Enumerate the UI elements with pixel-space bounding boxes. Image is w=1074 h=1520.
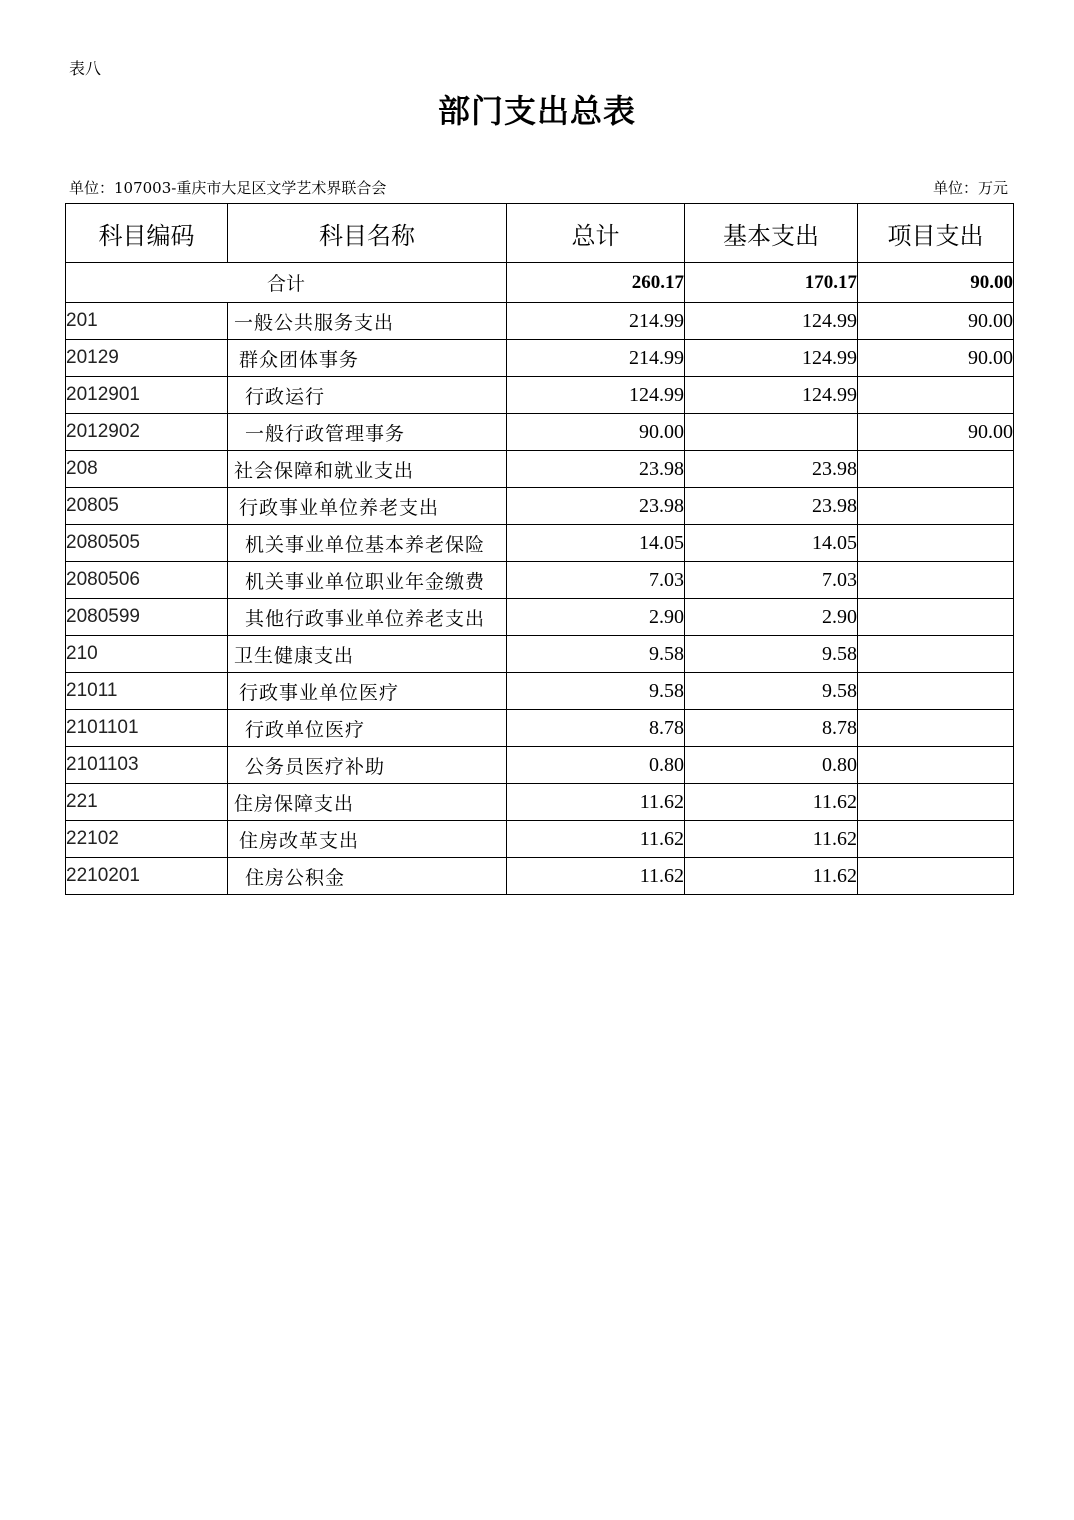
code-cell: 2012902: [66, 414, 228, 451]
name-cell: 公务员医疗补助: [228, 747, 507, 784]
page-title: 部门支出总表: [437, 92, 636, 130]
code-cell: 210: [66, 636, 228, 673]
code-cell: 208: [66, 451, 228, 488]
code-cell: 221: [66, 784, 228, 821]
table-row: [66, 488, 1014, 525]
total-label: 合计: [66, 263, 507, 303]
total-cell: 8.78: [507, 710, 685, 747]
code-cell: 20129: [66, 340, 228, 377]
currency-unit: 单位：万元: [932, 179, 1008, 197]
total-cell: 90.00: [507, 414, 685, 451]
basic-cell: 8.78: [685, 710, 858, 747]
table-number: 表八: [69, 59, 102, 78]
code-cell: 2080506: [66, 562, 228, 599]
total-cell: 214.99: [507, 340, 685, 377]
table-row: [66, 340, 1014, 377]
name-cell: 住房公积金: [228, 858, 507, 895]
basic-cell: 124.99: [685, 340, 858, 377]
total-sum: 260.17: [507, 263, 685, 303]
project-cell: [858, 599, 1014, 636]
name-cell: 住房改革支出: [228, 821, 507, 858]
project-cell: [858, 784, 1014, 821]
code-cell: 2080599: [66, 599, 228, 636]
project-cell: [858, 747, 1014, 784]
name-cell: 住房保障支出: [228, 784, 507, 821]
table-row: [66, 710, 1014, 747]
total-cell: 124.99: [507, 377, 685, 414]
table-row: [66, 673, 1014, 710]
basic-cell: 11.62: [685, 784, 858, 821]
table-row: [66, 821, 1014, 858]
basic-cell: 11.62: [685, 858, 858, 895]
table-row: [66, 636, 1014, 673]
organization-unit: 单位：107003-重庆市大足区文学艺术界联合会: [69, 179, 387, 197]
name-cell: 一般公共服务支出: [228, 303, 507, 340]
total-row: [66, 263, 1014, 303]
column-header-code: 科目编码: [66, 204, 228, 263]
code-cell: 201: [66, 303, 228, 340]
expenditure-table: [65, 203, 1014, 895]
project-cell: [858, 377, 1014, 414]
basic-cell: 9.58: [685, 673, 858, 710]
name-cell: 机关事业单位基本养老保险: [228, 525, 507, 562]
table-row: [66, 784, 1014, 821]
name-cell: 行政运行: [228, 377, 507, 414]
basic-cell: 11.62: [685, 821, 858, 858]
name-cell: 社会保障和就业支出: [228, 451, 507, 488]
table-row: [66, 303, 1014, 340]
total-basic: 170.17: [685, 263, 858, 303]
project-cell: [858, 673, 1014, 710]
table-row: [66, 377, 1014, 414]
total-cell: 0.80: [507, 747, 685, 784]
table-row: [66, 414, 1014, 451]
name-cell: 其他行政事业单位养老支出: [228, 599, 507, 636]
column-header-total: 总计: [507, 204, 685, 263]
name-cell: 一般行政管理事务: [228, 414, 507, 451]
name-cell: 群众团体事务: [228, 340, 507, 377]
basic-cell: 124.99: [685, 303, 858, 340]
code-cell: 2012901: [66, 377, 228, 414]
project-cell: 90.00: [858, 303, 1014, 340]
total-cell: 7.03: [507, 562, 685, 599]
table-row: [66, 858, 1014, 895]
total-cell: 2.90: [507, 599, 685, 636]
project-cell: [858, 451, 1014, 488]
total-cell: 11.62: [507, 821, 685, 858]
project-cell: [858, 562, 1014, 599]
total-cell: 11.62: [507, 858, 685, 895]
total-cell: 23.98: [507, 451, 685, 488]
code-cell: 22102: [66, 821, 228, 858]
total-cell: 9.58: [507, 636, 685, 673]
total-project: 90.00: [858, 263, 1014, 303]
table-header-row: [66, 204, 1014, 263]
table-row: [66, 562, 1014, 599]
basic-cell: 7.03: [685, 562, 858, 599]
column-header-name: 科目名称: [228, 204, 507, 263]
column-header-basic: 基本支出: [685, 204, 858, 263]
project-cell: [858, 858, 1014, 895]
project-cell: [858, 710, 1014, 747]
project-cell: [858, 488, 1014, 525]
basic-cell: 2.90: [685, 599, 858, 636]
code-cell: 2080505: [66, 525, 228, 562]
code-cell: 21011: [66, 673, 228, 710]
basic-cell: 0.80: [685, 747, 858, 784]
total-cell: 23.98: [507, 488, 685, 525]
table-row: [66, 747, 1014, 784]
basic-cell: 14.05: [685, 525, 858, 562]
total-cell: 11.62: [507, 784, 685, 821]
code-cell: 20805: [66, 488, 228, 525]
project-cell: 90.00: [858, 340, 1014, 377]
project-cell: [858, 821, 1014, 858]
name-cell: 行政事业单位养老支出: [228, 488, 507, 525]
project-cell: [858, 525, 1014, 562]
column-header-project: 项目支出: [858, 204, 1014, 263]
table-row: [66, 451, 1014, 488]
project-cell: [858, 636, 1014, 673]
table-row: [66, 599, 1014, 636]
code-cell: 2210201: [66, 858, 228, 895]
code-cell: 2101101: [66, 710, 228, 747]
table-row: [66, 525, 1014, 562]
code-cell: 2101103: [66, 747, 228, 784]
name-cell: 机关事业单位职业年金缴费: [228, 562, 507, 599]
project-cell: 90.00: [858, 414, 1014, 451]
basic-cell: 23.98: [685, 488, 858, 525]
total-cell: 214.99: [507, 303, 685, 340]
total-cell: 14.05: [507, 525, 685, 562]
basic-cell: [685, 414, 858, 451]
name-cell: 行政单位医疗: [228, 710, 507, 747]
basic-cell: 23.98: [685, 451, 858, 488]
name-cell: 卫生健康支出: [228, 636, 507, 673]
basic-cell: 124.99: [685, 377, 858, 414]
total-cell: 9.58: [507, 673, 685, 710]
basic-cell: 9.58: [685, 636, 858, 673]
name-cell: 行政事业单位医疗: [228, 673, 507, 710]
